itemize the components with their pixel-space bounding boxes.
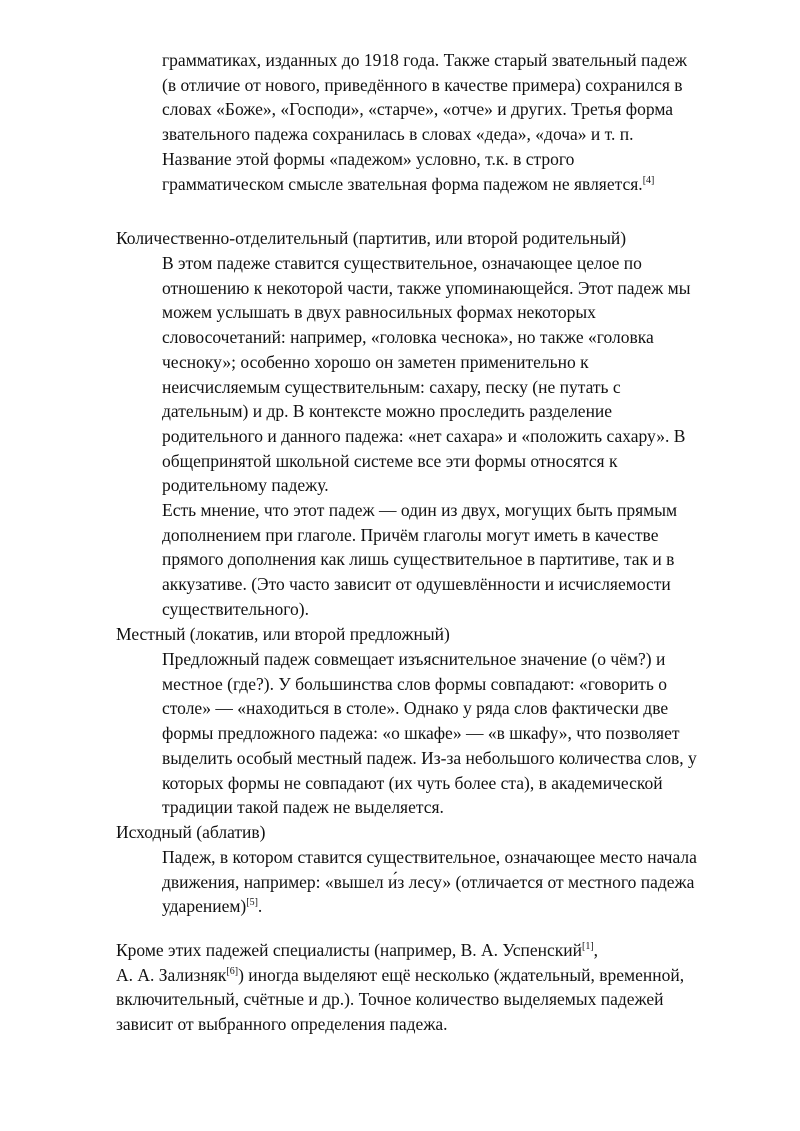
text-line: родительному падежу. (162, 475, 329, 496)
text-line: которых формы не совпадают (их чуть более ста), в академической (162, 772, 663, 793)
text-line: Кроме этих падежей специалисты (например, В. А. Успенский[1], (116, 940, 599, 960)
partitive-definition (162, 251, 752, 622)
text-line: движения, например: «вышел и́з лесу» (отличается от местного падежа (162, 871, 695, 892)
text-line: Падеж, в котором ставится существительное, означающее место начала (162, 847, 697, 867)
text-line: словах «Боже», «Господи», «старче», «отче» и других. Третья форма (162, 99, 674, 120)
text-line: прямого дополнения как лишь существительное в партитиве, так и в (162, 549, 675, 570)
text-line: выделить особый местный падеж. Из-за небольшого количества слов, у (162, 747, 697, 768)
text-line: местное (где?). У большинства слов формы совпадают: «говорить о (162, 673, 667, 694)
text-line: включительный, счётные и др.). Точное количество выделяемых падежей (116, 989, 664, 1010)
conclusion-paragraph (116, 938, 776, 1037)
text-line: аккузативе. (Это часто зависит от одушевлённости и исчисляемости (162, 574, 671, 595)
text-line: родительного и данного падежа: «нет сахара» и «положить сахару». В (162, 425, 686, 446)
text-line: А. А. Зализняк[6]) иногда выделяют ещё несколько (ждательный, временной, (116, 964, 685, 985)
text-line: существительного). (162, 598, 309, 619)
text-line: дательным) и др. В контексте можно проследить разделение (162, 401, 613, 422)
text-line: отношению к некоторой части, также упоминающейся. Этот падеж мы (162, 277, 691, 298)
text-line: можем услышать в двух равносильных формах некоторых (162, 302, 596, 323)
text-line: (в отличие от нового, приведённого в качестве примера) сохранился в (162, 74, 683, 95)
footnote-ref[interactable]: [5] (246, 897, 258, 909)
footnote-ref[interactable]: [6] (226, 965, 239, 977)
term-partitive: Количественно-отделительный (партитив, или второй родительный) (116, 228, 627, 248)
footnote-ref[interactable]: [1] (582, 941, 594, 952)
text-line: грамматическом смысле звательная форма падежом не является.[4] (162, 173, 655, 194)
term-ablative: Исходный (аблатив) (116, 822, 266, 842)
text-line: Есть мнение, что этот падеж — один из двух, могущих быть прямым (162, 500, 678, 521)
text-line: Предложный падеж совмещает изъяснительное значение (о чём?) и (162, 649, 666, 669)
locative-definition (162, 647, 752, 820)
text-line: традиции такой падеж не выделяется. (162, 797, 444, 818)
vocative-continuation (162, 48, 752, 196)
ablative-definition (162, 845, 752, 919)
text-line: ударением)[5]. (162, 896, 263, 917)
text-line: звательного падежа сохранилась в словах «деда», «доча» и т. п. (162, 124, 634, 145)
text-line: дополнением при глаголе. Причём глаголы могут иметь в качестве (162, 524, 659, 545)
text-line: Название этой формы «падежом» условно, т.к. в строго (162, 148, 575, 169)
text-line: чесноку»; особенно хорошо он заметен применительно к (162, 351, 589, 372)
footnote-ref[interactable]: [4] (642, 174, 655, 186)
text-line: В этом падеже ставится существительное, означающее целое по (162, 253, 642, 273)
text-line: столе» — «находиться в столе». Однако у ряда слов фактически две (162, 698, 669, 719)
text-line: общепринятой школьной системе все эти формы относятся к (162, 450, 618, 471)
text-line: зависит от выбранного определения падежа. (116, 1014, 448, 1035)
text-line: неисчисляемым существительным: сахару, песку (не путать с (162, 376, 621, 397)
text-line: словосочетаний: например, «головка чеснока», но также «головка (162, 327, 654, 348)
term-locative: Местный (локатив, или второй предложный) (116, 624, 450, 644)
text-line: формы предложного падежа: «о шкафе» — «в шкафу», что позволяет (162, 723, 680, 744)
text-line: грамматиках, изданных до 1918 года. Также старый звательный падеж (162, 50, 687, 70)
